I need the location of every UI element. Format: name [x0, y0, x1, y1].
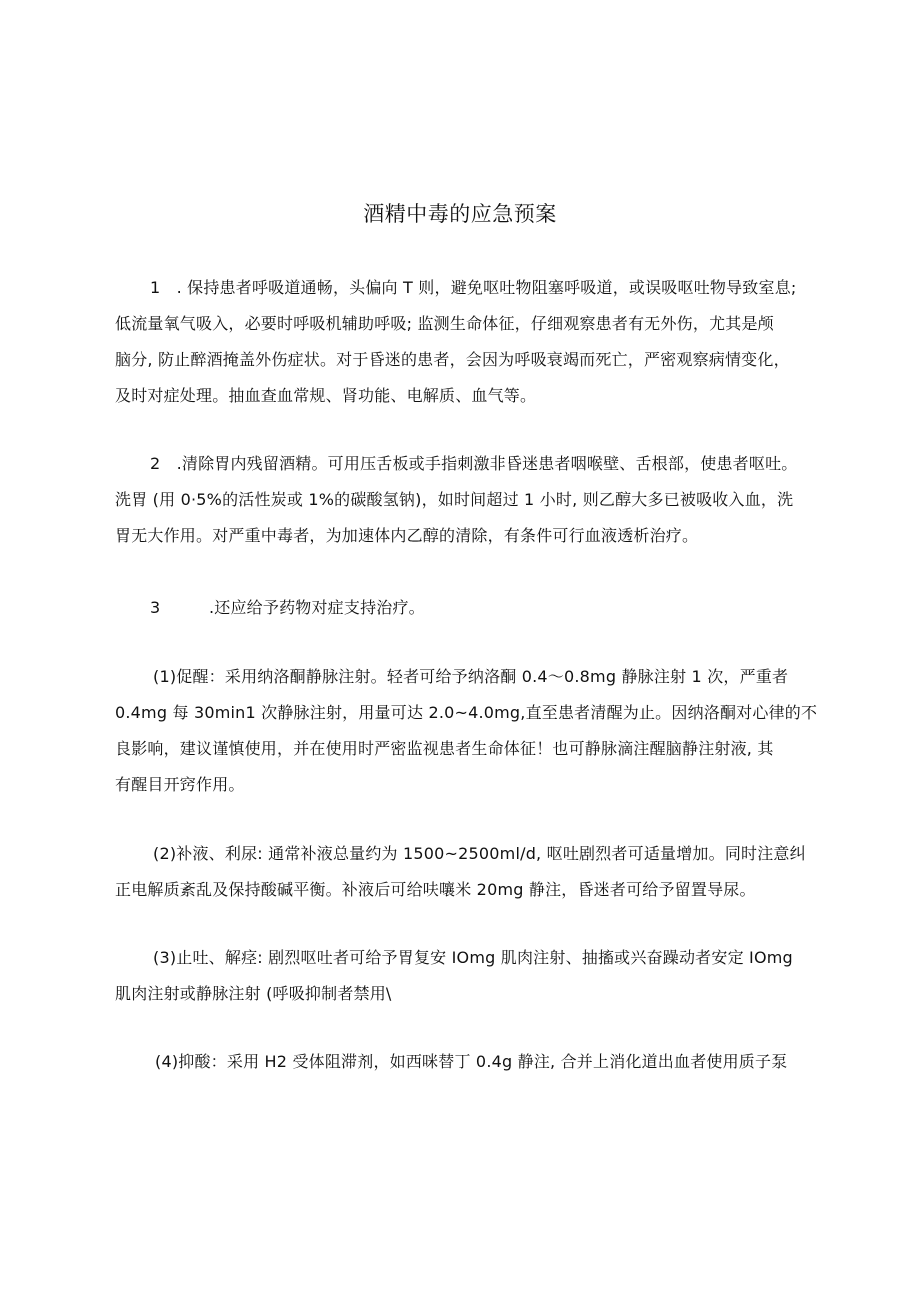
paragraph-2-line-3: 胃无大作用。对严重中毒者，为加速体内乙醇的清除，有条件可行血液透析治疗。 [115, 526, 699, 545]
paragraph-1-line-4: 及时对症处理。抽血查血常规、肾功能、电解质、血气等。 [115, 386, 537, 405]
paragraph-2-line-1: 2 .清除胃内残留酒精。可用压舌板或手指刺激非昏迷患者咽喉壁、舌根部，使患者呕吐。 [150, 454, 798, 473]
item-2-line-2: 正电解质紊乱及保持酸碱平衡。补液后可给呋嚷米 20mg 静注，昏迷者可给予留置导尿。 [115, 880, 756, 899]
item-1-line-4: 有醒目开窍作用。 [115, 775, 245, 794]
paragraph-1-line-1: 1 . 保持患者呼吸道通畅，头偏向 T 则，避免呕吐物阻塞呼吸道，或误吸呕吐物导致室息; [150, 278, 797, 297]
item-1-line-2: 0.4mg 每 30min1 次静脉注射，用量可达 2.0~4.0mg,直至患者清醒为止。因纳洛酮对心律的不 [115, 703, 818, 722]
paragraph-3-heading: 3 .还应给予药物对症支持治疗。 [150, 598, 425, 617]
item-4-line-1: (4)抑酸：采用 H2 受体阻滞剂，如西咪替丁 0.4g 静注, 合并上消化道出血者使用质子泵 [155, 1052, 788, 1071]
item-3-line-1: (3)止吐、解痉: 剧烈呕吐者可给予胃复安 IOmg 肌肉注射、抽搐或兴奋躁动者安定 IOmg [153, 948, 793, 967]
item-1-line-3: 良影响，建议谨慎使用，并在使用时严密监视患者生命体征！也可静脉滴注醒脑静注射液, 其 [115, 739, 774, 758]
item-3-line-2: 肌肉注射或静脉注射 (呼吸抑制者禁用\ [115, 984, 392, 1003]
paragraph-1-line-3: 脑分, 防止醉酒掩盖外伤症状。对于昏迷的患者，会因为呼吸衰竭而死亡，严密观察病情变化， [115, 350, 790, 369]
item-2-line-1: (2)补液、利尿: 通常补液总量约为 1500~2500ml∕d, 呕吐剧烈者可适量增加。同时注意纠 [153, 844, 806, 863]
paragraph-1-line-2: 低流量氧气吸入，必要时呼吸机辅助呼吸; 监测生命体征，仔细观察患者有无外伤，尤其是颅 [115, 314, 774, 333]
item-1-line-1: (1)促醒：采用纳洛酮静脉注射。轻者可给予纳洛酮 0.4～0.8mg 静脉注射 1 次，严重者 [153, 667, 789, 686]
document-title: 酒精中毒的应急预案 [363, 202, 557, 226]
paragraph-2-line-2: 洗胃 (用 0·5%的活性炭或 1%的碳酸氢钠)，如时间超过 1 小时, 则乙醇大多已被吸收入血，洗 [115, 490, 794, 509]
